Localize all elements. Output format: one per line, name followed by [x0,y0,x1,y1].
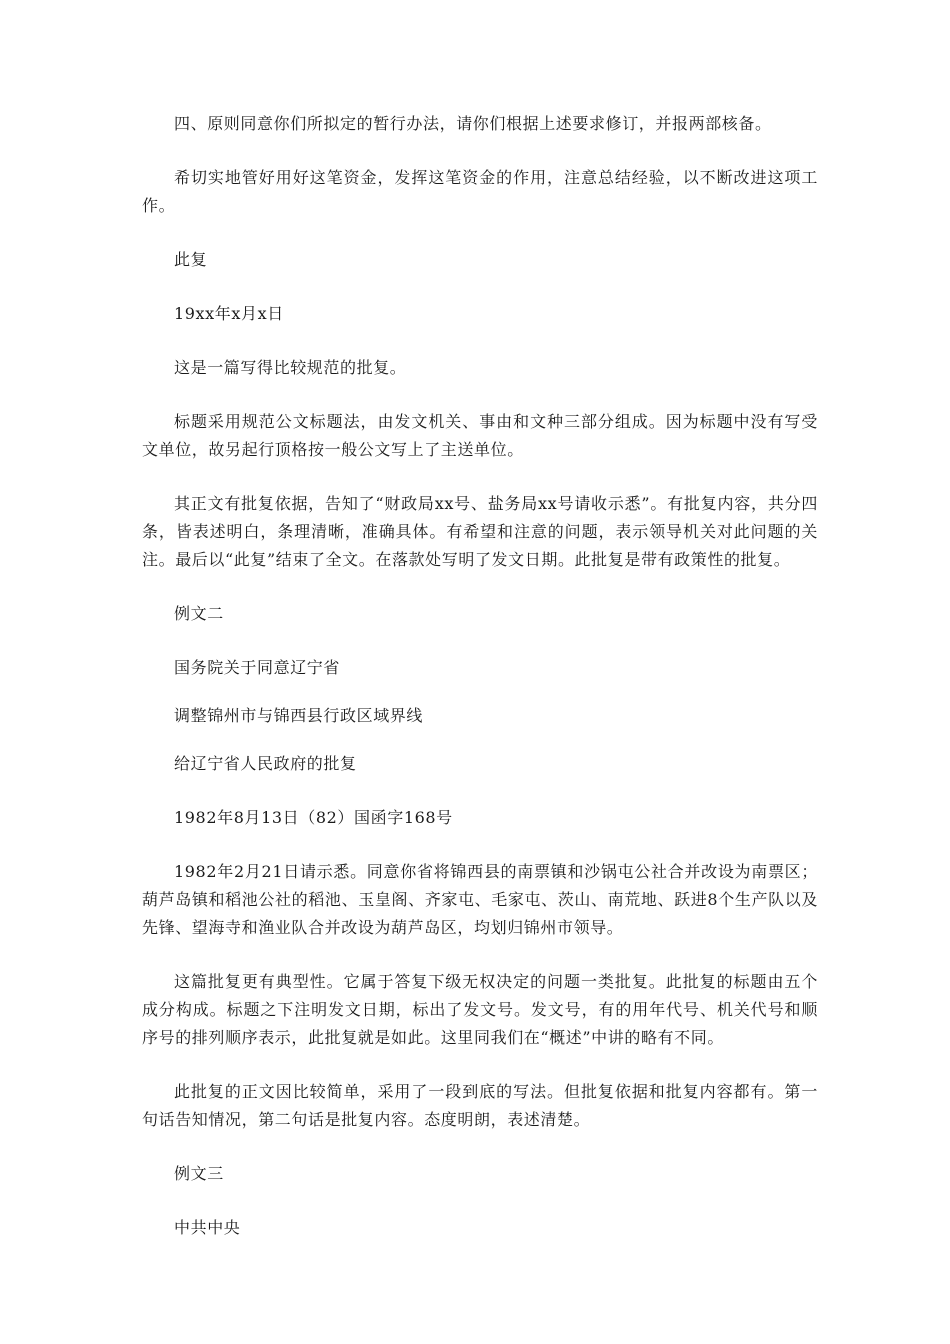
paragraph-example-2-body-analysis: 此批复的正文因比较简单，采用了一段到底的写法。但批复依据和批复内容都有。第一句话告知情况，第二句话是批复内容。态度明朗，表述清楚。 [142,1082,818,1129]
paragraph-commentary-intro: 这是一篇写得比较规范的批复。 [174,358,407,377]
paragraph-approval-item-4: 四、原则同意你们所拟定的暂行办法，请你们根据上述要求修订，并报两部核备。 [174,114,772,133]
paragraph-closing-hope: 希切实地管好用好这笔资金，发挥这笔资金的作用，注意总结经验，以不断改进这项工作。 [142,168,818,215]
example-2-document-number: 1982年8月13日（82）国函字168号 [174,808,453,827]
example-2-title-line-1: 国务院关于同意辽宁省 [174,658,341,677]
example-2-title-line-2: 调整锦州市与锦西县行政区域界线 [174,706,424,725]
paragraph-commentary-title: 标题采用规范公文标题法，由发文机关、事由和文种三部分组成。因为标题中没有写受文单位，故另起行顶格按一般公文写上了主送单位。 [142,412,818,459]
document-body [142,110,818,1268]
paragraph-commentary-body: 其正文有批复依据，告知了“财政局xx号、盐务局xx号请收示悉”。有批复内容，共分四条，皆表述明白，条理清晰，准确具体。有希望和注意的问题，表示领导机关对此问题的关注。最后以“此复”结束了全文。在落款处写明了发文日期。此批复是带有政策性的批复。 [142,494,818,569]
paragraph-ci-fu: 此复 [174,250,208,269]
example-2-title-line-3: 给辽宁省人民政府的批复 [174,754,357,773]
example-2-body: 1982年2月21日请示悉。同意你省将锦西县的南票镇和沙锅屯公社合并改设为南票区；葫芦岛镇和稻池公社的稻池、玉皇阁、齐家屯、毛家屯、茨山、南荒地、跃进8个生产队以及先锋、望海寺和渔业队合并改设为葫芦岛区，均划归锦州市领导。 [142,862,818,937]
example-3-title-line-1: 中共中央 [174,1218,241,1237]
heading-example-2: 例文二 [174,604,224,623]
paragraph-example-2-analysis: 这篇批复更有典型性。它属于答复下级无权决定的问题一类批复。此批复的标题由五个成分构成。标题之下注明发文日期，标出了发文号。发文号，有的用年代号、机关代号和顺序号的排列顺序表示，此批复就是如此。这里同我们在“概述”中讲的略有不同。 [142,972,818,1047]
heading-example-3: 例文三 [174,1164,224,1183]
paragraph-date: 19xx年x月x日 [174,304,284,323]
